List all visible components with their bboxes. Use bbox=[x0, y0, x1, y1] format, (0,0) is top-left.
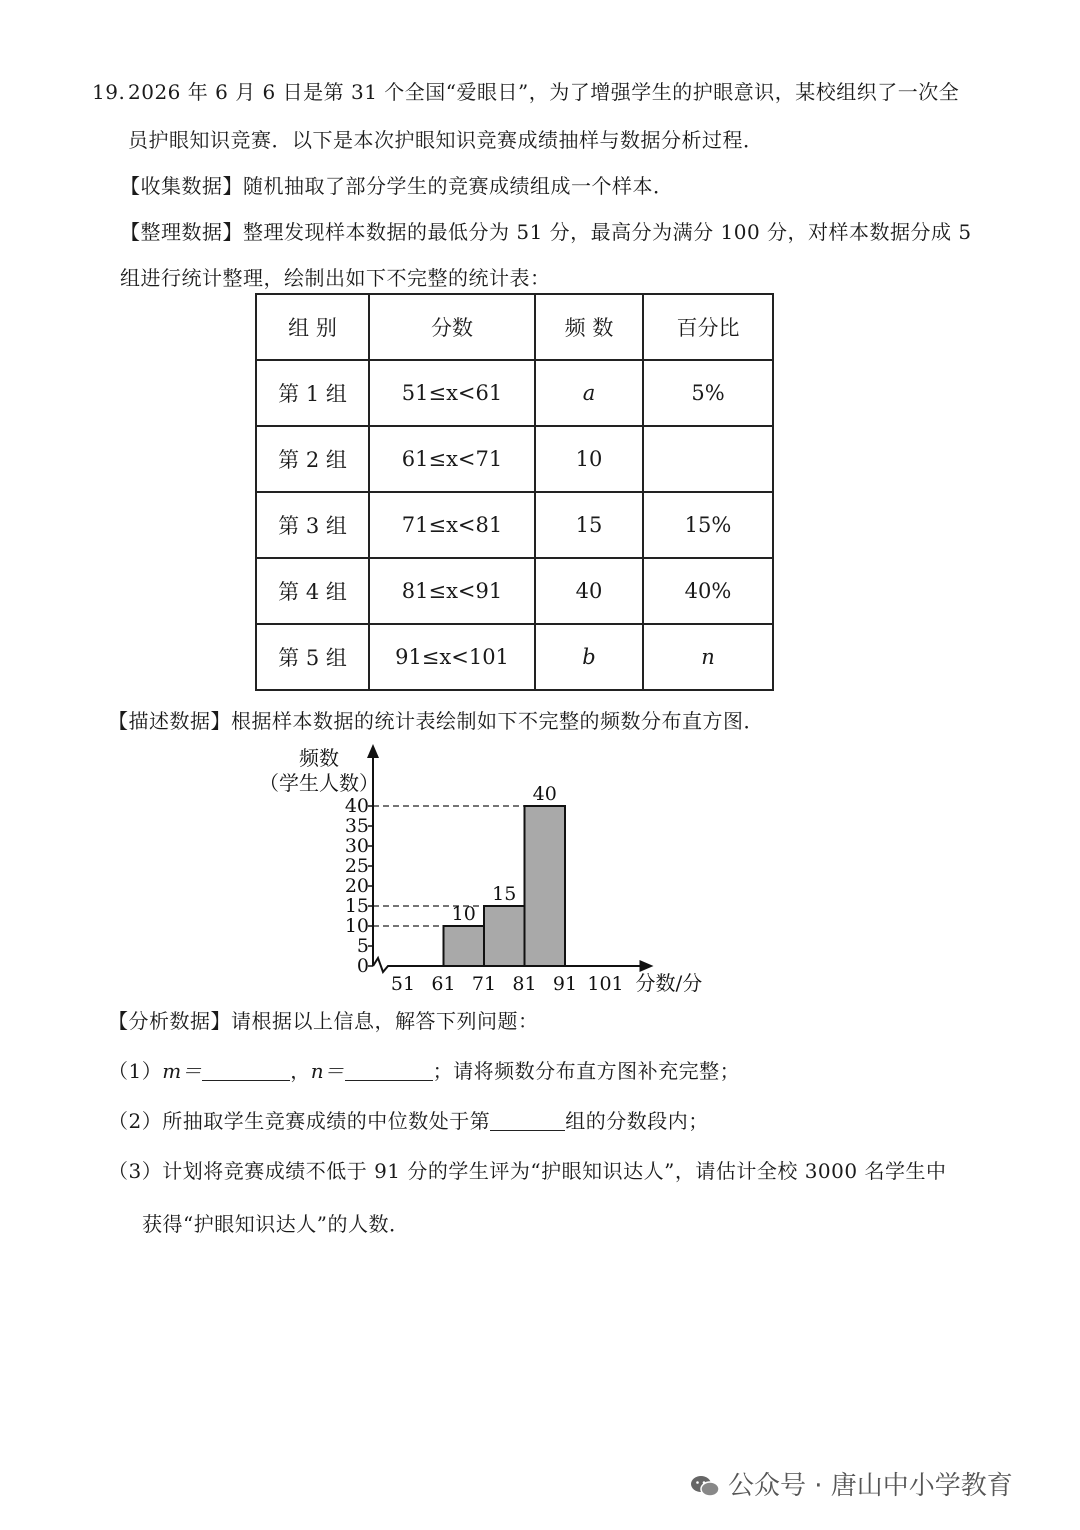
cell-group: 第 5 组 bbox=[256, 624, 369, 690]
cell-frequency: b bbox=[535, 624, 643, 690]
answer-blank-group[interactable] bbox=[490, 1112, 565, 1131]
frequency-histogram bbox=[255, 740, 715, 1000]
q1-suffix: ；请将频数分布直方图补充完整； bbox=[432, 1059, 741, 1083]
y-tick-label: 30 bbox=[344, 835, 369, 857]
cell-percentage: 5% bbox=[643, 360, 773, 426]
header-score: 分数 bbox=[369, 294, 535, 360]
q1-m-label: m＝ bbox=[162, 1059, 203, 1083]
collect-data: 【收集数据】随机抽取了部分学生的竞赛成绩组成一个样本． bbox=[120, 174, 674, 198]
y-tick-label: 5 bbox=[356, 935, 369, 957]
y-tick-label: 40 bbox=[344, 795, 369, 817]
cell-percentage bbox=[643, 426, 773, 492]
intro-line-1: 2026 年 6 月 6 日是第 31 个全国“爱眼日”，为了增强学生的护眼意识，某校组织了一次全 bbox=[128, 80, 960, 104]
x-tick-label: 81 bbox=[512, 973, 537, 995]
table-row bbox=[256, 360, 773, 426]
problem-number: 19. bbox=[92, 80, 126, 104]
x-tick-label: 91 bbox=[552, 973, 578, 995]
x-tick-label: 51 bbox=[390, 973, 416, 995]
cell-group: 第 3 组 bbox=[256, 492, 369, 558]
q2-prefix: （2）所抽取学生竞赛成绩的中位数处于第 bbox=[108, 1109, 491, 1133]
histogram-bar bbox=[525, 806, 566, 966]
bar-value-label: 15 bbox=[492, 883, 517, 905]
question-3-line-2: 获得“护眼知识达人”的人数． bbox=[142, 1212, 410, 1236]
cell-range: 61≤x<71 bbox=[369, 426, 535, 492]
x-tick-label: 101 bbox=[587, 973, 624, 995]
header-frequency: 频 数 bbox=[535, 294, 643, 360]
answer-blank-m[interactable] bbox=[202, 1062, 290, 1081]
y-tick-label: 0 bbox=[356, 955, 369, 977]
intro-line-2: 员护眼知识竞赛．以下是本次护眼知识竞赛成绩抽样与数据分析过程． bbox=[128, 128, 764, 152]
bar-value-label: 10 bbox=[451, 903, 476, 925]
cell-frequency: 40 bbox=[535, 558, 643, 624]
q1-n-label: n＝ bbox=[310, 1059, 345, 1083]
cell-frequency: 15 bbox=[535, 492, 643, 558]
answer-blank-n[interactable] bbox=[345, 1062, 433, 1081]
histogram-bar bbox=[444, 926, 485, 966]
y-tick-label: 25 bbox=[344, 855, 369, 877]
cell-frequency: 10 bbox=[535, 426, 643, 492]
header-percentage: 百分比 bbox=[643, 294, 773, 360]
table-row bbox=[256, 558, 773, 624]
cell-group: 第 4 组 bbox=[256, 558, 369, 624]
organize-line-2: 组进行统计整理，绘制出如下不完整的统计表： bbox=[120, 266, 551, 290]
cell-range: 71≤x<81 bbox=[369, 492, 535, 558]
cell-range: 81≤x<91 bbox=[369, 558, 535, 624]
watermark-text: 公众号 · 唐山中小学教育 bbox=[728, 1471, 1013, 1501]
table-header-row bbox=[256, 294, 773, 360]
question-1 bbox=[108, 1055, 740, 1084]
q1-prefix: （1） bbox=[108, 1059, 163, 1083]
cell-group: 第 2 组 bbox=[256, 426, 369, 492]
x-tick-label: 61 bbox=[431, 973, 456, 995]
question-2 bbox=[108, 1105, 709, 1134]
wechat-icon bbox=[690, 1475, 720, 1497]
analyze-data: 【分析数据】请根据以上信息，解答下列问题： bbox=[108, 1009, 539, 1033]
q1-separator: ， bbox=[290, 1059, 311, 1083]
x-tick-label: 71 bbox=[471, 973, 497, 995]
y-axis-label: 频数 bbox=[299, 746, 339, 770]
cell-range: 91≤x<101 bbox=[369, 624, 535, 690]
question-3-line-1: （3）计划将竞赛成绩不低于 91 分的学生评为“护眼知识达人”，请估计全校 3000 名学生中 bbox=[108, 1159, 947, 1183]
statistics-table bbox=[255, 293, 774, 691]
cell-percentage: 15% bbox=[643, 492, 773, 558]
cell-percentage: 40% bbox=[643, 558, 773, 624]
organize-line-1: 【整理数据】整理发现样本数据的最低分为 51 分，最高分为满分 100 分，对样本数据分成 5 bbox=[120, 220, 972, 244]
header-group: 组 别 bbox=[256, 294, 369, 360]
cell-percentage: n bbox=[643, 624, 773, 690]
watermark bbox=[690, 1465, 1013, 1502]
x-axis-label: 分数/分 bbox=[635, 971, 703, 995]
histogram-bar bbox=[484, 906, 525, 966]
table-row bbox=[256, 492, 773, 558]
y-axis-label-unit: （学生人数） bbox=[259, 771, 379, 795]
cell-group: 第 1 组 bbox=[256, 360, 369, 426]
table-row bbox=[256, 426, 773, 492]
cell-frequency: a bbox=[535, 360, 643, 426]
describe-data: 【描述数据】根据样本数据的统计表绘制如下不完整的频数分布直方图． bbox=[108, 709, 764, 733]
y-tick-label: 15 bbox=[344, 895, 369, 917]
y-axis-arrow bbox=[367, 744, 379, 758]
table-row bbox=[256, 624, 773, 690]
q2-suffix: 组的分数段内； bbox=[565, 1109, 709, 1133]
y-tick-label: 35 bbox=[344, 815, 369, 837]
y-tick-label: 10 bbox=[344, 915, 369, 937]
y-tick-label: 20 bbox=[344, 875, 369, 897]
cell-range: 51≤x<61 bbox=[369, 360, 535, 426]
bar-value-label: 40 bbox=[532, 783, 557, 805]
